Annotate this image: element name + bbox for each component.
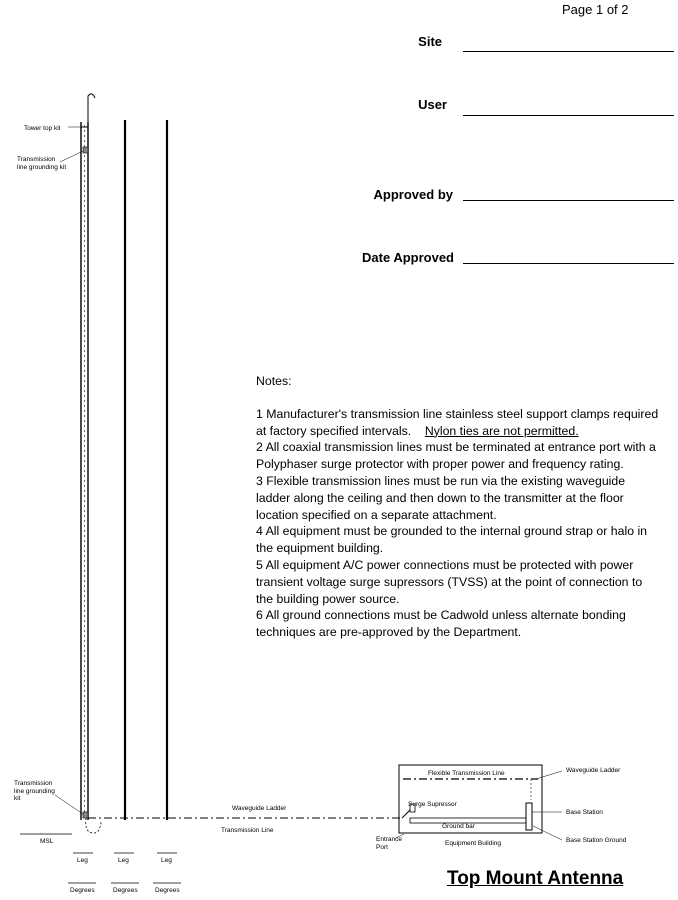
lower-grounding-kit-box — [83, 812, 88, 818]
ground-bar-label: Ground bar — [442, 823, 475, 830]
note-1: 1 Manufacturer's transmission line stainless steel support clamps required at factory specified intervals. Nylon ties are not permitted. — [256, 406, 659, 438]
base-station-label: Base Station — [566, 809, 603, 816]
site-label: Site — [418, 34, 442, 49]
user-label: User — [418, 97, 447, 112]
approved-by-label: Approved by — [373, 187, 453, 202]
antenna-hook — [88, 94, 95, 122]
note-4: 4 All equipment must be grounded to the internal ground strap or halo in the equipment building. — [256, 524, 648, 556]
msl-label: MSL — [40, 838, 54, 845]
upper-grounding-kit-label: Transmission line grounding kit — [17, 156, 67, 171]
equipment-building-label: Equipment Building — [445, 840, 502, 847]
degrees-1-label: Degrees — [70, 887, 95, 894]
leg-3-label: Leg — [161, 857, 172, 864]
surge-supressor-label: Surge Supressor — [408, 801, 457, 808]
degrees-3-label: Degrees — [155, 887, 180, 894]
lower-grounding-kit-label: Transmission line grounding kit — [14, 780, 55, 802]
degrees-2-label: Degrees — [113, 887, 138, 894]
flexible-line-label: Flexible Transmission Line — [428, 770, 505, 777]
base-station — [526, 803, 532, 830]
leg-2-label: Leg — [118, 857, 129, 864]
tower-top-kit-label: Tower top kit — [24, 125, 61, 132]
waveguide-ladder-label: Waveguide Ladder — [232, 805, 287, 812]
note-6: 6 All ground connections must be Cadwold unless alternate bonding techniques are pre-approved by the Department. — [256, 608, 626, 640]
upper-grounding-kit-box — [83, 147, 88, 153]
notes-heading: Notes: — [256, 374, 292, 388]
notes-block — [256, 373, 661, 641]
waveguide-ladder-right-label: Waveguide Ladder — [566, 767, 621, 774]
transmission-line-label: Transmission Line — [221, 827, 274, 834]
note-1-emphasis: Nylon ties are not permitted. — [424, 423, 579, 438]
entrance-port-label: Entrance Port — [376, 836, 403, 851]
date-approved-label: Date Approved — [362, 250, 454, 265]
page-number: Page 1 of 2 — [562, 2, 629, 17]
note-3: 3 Flexible transmission lines must be run via the existing waveguide ladder along the ceiling and then down to the transmitter at the floor location specified on a separate attachment. — [256, 473, 626, 522]
note-2: 2 All coaxial transmission lines must be terminated at entrance port with a Polyphaser surge protector with proper power and frequency rating. — [256, 440, 656, 472]
page-title: Top Mount Antenna — [447, 868, 624, 889]
leg-1-label: Leg — [77, 857, 88, 864]
note-5: 5 All equipment A/C power connections must be protected with power transient voltage surge supressors (TVSS) at the point of connection to the building power source. — [256, 557, 643, 606]
base-station-ground-label: Base Station Ground — [566, 837, 627, 844]
